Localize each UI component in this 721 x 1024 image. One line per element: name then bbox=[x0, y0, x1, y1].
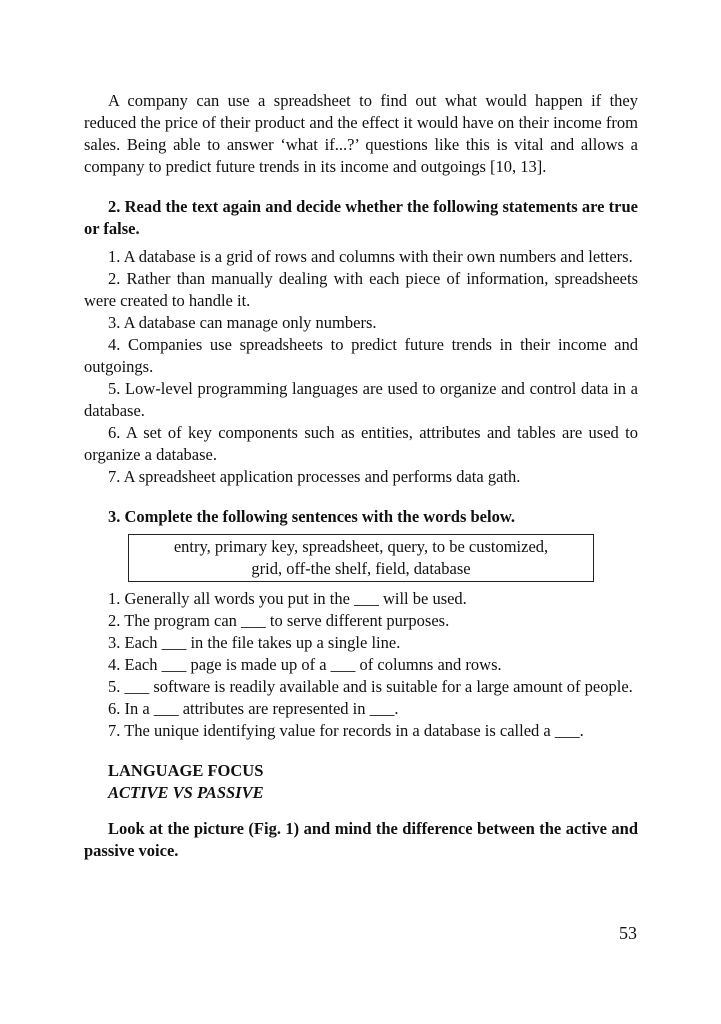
list-item: 1. A database is a grid of rows and columns with their own numbers and letters. bbox=[108, 247, 633, 266]
exercise-2-instruction: 2. Read the text again and decide whether the following statements are true or false. bbox=[84, 197, 638, 238]
section-subtitle: ACTIVE VS PASSIVE bbox=[108, 783, 264, 802]
list-item: 6. A set of key components such as entities, attributes and tables are used to organize a database. bbox=[84, 423, 638, 464]
exercise-3-instruction: 3. Complete the following sentences with the words below. bbox=[108, 507, 515, 526]
list-item: 7. A spreadsheet application processes and performs data gath. bbox=[108, 467, 521, 486]
word-box bbox=[128, 534, 594, 582]
word-box-line: grid, off-the shelf, field, database bbox=[251, 559, 471, 578]
language-focus-instruction: Look at the picture (Fig. 1) and mind the difference between the active and passive voice. bbox=[84, 819, 638, 860]
section-title: LANGUAGE FOCUS bbox=[108, 761, 264, 780]
exercise-3-sentences bbox=[84, 588, 638, 742]
page-number: 53 bbox=[619, 923, 637, 943]
list-item: 1. Generally all words you put in the ___ will be used. bbox=[108, 589, 467, 608]
list-item: 4. Companies use spreadsheets to predict future trends in their income and outgoings. bbox=[84, 335, 638, 376]
list-item: 5. ___ software is readily available and is suitable for a large amount of people. bbox=[108, 677, 633, 696]
list-item: 6. In a ___ attributes are represented in ___. bbox=[108, 699, 399, 718]
word-box-line: entry, primary key, spreadsheet, query, to be customized, bbox=[173, 537, 549, 556]
list-item: 2. The program can ___ to serve different purposes. bbox=[108, 611, 450, 630]
list-item: 3. Each ___ in the file takes up a single line. bbox=[108, 633, 401, 652]
list-item: 5. Low-level programming languages are used to organize and control data in a database. bbox=[84, 379, 638, 420]
exercise-2-statements bbox=[84, 246, 638, 488]
list-item: 2. Rather than manually dealing with each piece of information, spreadsheets were created to handle it. bbox=[84, 269, 638, 310]
page-content bbox=[84, 90, 638, 862]
list-item: 7. The unique identifying value for records in a database is called a ___. bbox=[108, 721, 584, 740]
list-item: 3. A database can manage only numbers. bbox=[108, 313, 377, 332]
list-item: 4. Each ___ page is made up of a ___ of columns and rows. bbox=[108, 655, 502, 674]
intro-paragraph: A company can use a spreadsheet to find out what would happen if they reduced the price of their product and the effect it would have on their income from sales. Being able to answer ‘what if...?’ questions like this is vital and allows a company to predict future trends in its income and outgoings [10, 13]. bbox=[84, 91, 638, 176]
